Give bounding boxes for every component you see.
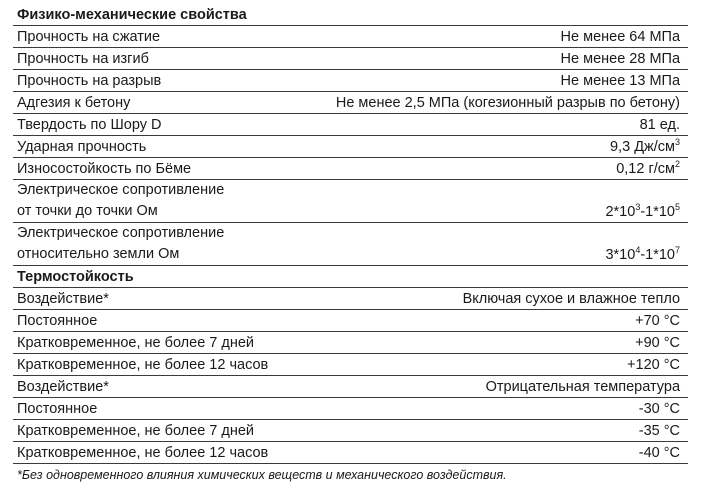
value-base: 3*10 <box>605 247 636 263</box>
table-row <box>13 136 688 158</box>
table-row <box>13 376 688 398</box>
value-exponent: 3 <box>635 202 641 213</box>
value-base: -1*10 <box>640 247 675 263</box>
value-base: 2*10 <box>605 204 636 220</box>
table-row <box>13 92 688 114</box>
row-value: Не менее 13 МПа <box>283 70 688 92</box>
section-title: Термостойкость <box>13 266 688 288</box>
table-row <box>13 354 688 376</box>
footnote: *Без одновременного влияния химических веществ и механического воздействия. <box>17 468 507 482</box>
row-label: Адгезия к бетону <box>13 92 283 114</box>
row-label: Кратковременное, не более 12 часов <box>13 442 283 464</box>
value-exponent: 3 <box>675 137 681 148</box>
value-exponent: 2 <box>675 159 681 170</box>
table-row <box>13 310 688 332</box>
row-value <box>283 136 688 158</box>
row-value: -40 °C <box>283 442 688 464</box>
value-exponent: 4 <box>635 245 641 256</box>
row-value <box>283 180 688 223</box>
properties-sheet <box>13 4 688 483</box>
table-row <box>13 420 688 442</box>
row-label: Воздействие* <box>13 288 283 310</box>
section-title: Физико-механические свойства <box>13 4 688 26</box>
row-value: Не менее 28 МПа <box>283 48 688 70</box>
row-label <box>13 180 283 223</box>
row-label: Постоянное <box>13 398 283 420</box>
row-value: -35 °C <box>283 420 688 442</box>
table-row <box>13 48 688 70</box>
label-line-1: Электрическое сопротивление <box>17 182 225 198</box>
row-label: Износостойкость по Бёме <box>13 158 283 180</box>
value-base: -1*10 <box>640 204 675 220</box>
row-value: 81 ед. <box>283 114 688 136</box>
row-value: +90 °C <box>283 332 688 354</box>
section-header-physical <box>13 4 688 26</box>
row-value: Включая сухое и влажное тепло <box>283 288 688 310</box>
row-label: Воздействие* <box>13 376 283 398</box>
row-value: -30 °C <box>283 398 688 420</box>
row-value <box>283 223 688 266</box>
table-row <box>13 442 688 464</box>
label-line-2: относительно земли Ом <box>17 246 180 262</box>
row-label: Кратковременное, не более 7 дней <box>13 420 283 442</box>
row-label: Постоянное <box>13 310 283 332</box>
properties-table <box>13 4 688 464</box>
table-row <box>13 70 688 92</box>
value-text: 0,12 г/см <box>616 161 675 177</box>
row-label: Твердость по Шору D <box>13 114 283 136</box>
row-value: Не менее 64 МПа <box>283 26 688 48</box>
row-value: +120 °C <box>283 354 688 376</box>
row-value <box>283 158 688 180</box>
row-label: Кратковременное, не более 7 дней <box>13 332 283 354</box>
table-row <box>13 114 688 136</box>
value-text: 9,3 Дж/см <box>610 139 675 155</box>
table-row <box>13 26 688 48</box>
row-label: Прочность на разрыв <box>13 70 283 92</box>
table-row <box>13 223 688 266</box>
row-value: Отрицательная температура <box>283 376 688 398</box>
row-value: Не менее 2,5 МПа (когезионный разрыв по бетону) <box>283 92 688 114</box>
table-row <box>13 158 688 180</box>
label-line-2: от точки до точки Ом <box>17 203 158 219</box>
table-row <box>13 180 688 223</box>
label-line-1: Электрическое сопротивление <box>17 225 225 241</box>
table-row <box>13 398 688 420</box>
row-value: +70 °C <box>283 310 688 332</box>
row-label: Кратковременное, не более 12 часов <box>13 354 283 376</box>
section-header-thermal <box>13 266 688 288</box>
row-label <box>13 223 283 266</box>
table-row <box>13 332 688 354</box>
value-exponent: 5 <box>675 202 681 213</box>
row-label: Ударная прочность <box>13 136 283 158</box>
row-label: Прочность на изгиб <box>13 48 283 70</box>
row-label: Прочность на сжатие <box>13 26 283 48</box>
table-row <box>13 288 688 310</box>
value-exponent: 7 <box>675 245 681 256</box>
